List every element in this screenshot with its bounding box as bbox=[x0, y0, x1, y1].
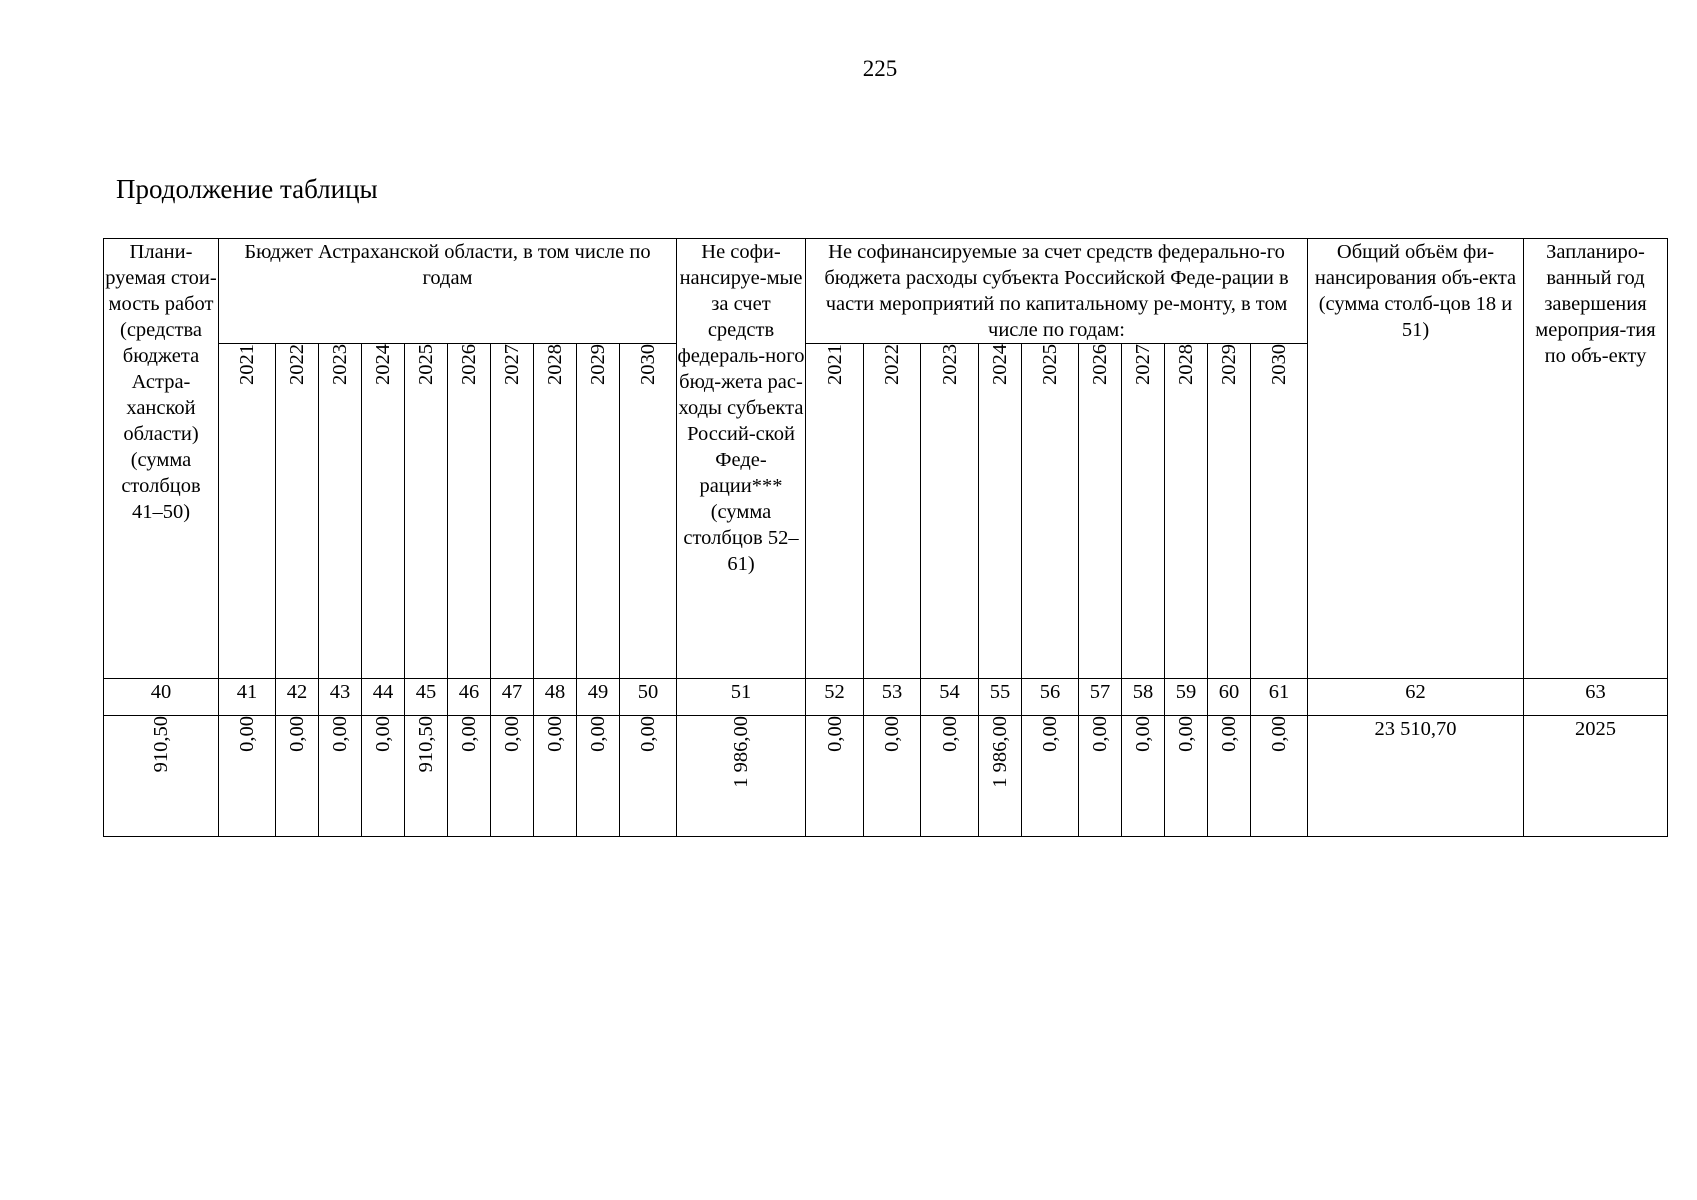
column-number: 45 bbox=[405, 679, 448, 716]
column-number: 50 bbox=[620, 679, 677, 716]
column-number: 49 bbox=[577, 679, 620, 716]
budget-value: 0,00 bbox=[534, 716, 577, 837]
non-cofinanced-total-value: 1 986,00 bbox=[677, 716, 806, 837]
column-number: 60 bbox=[1208, 679, 1251, 716]
capital-year: 2027 bbox=[1122, 344, 1165, 679]
column-number: 54 bbox=[921, 679, 979, 716]
budget-year: 2024 bbox=[362, 344, 405, 679]
column-number: 40 bbox=[104, 679, 219, 716]
column-number: 42 bbox=[276, 679, 319, 716]
budget-year: 2030 bbox=[620, 344, 677, 679]
budget-value: 0,00 bbox=[448, 716, 491, 837]
capital-year: 2022 bbox=[864, 344, 921, 679]
capital-year: 2029 bbox=[1208, 344, 1251, 679]
column-number: 56 bbox=[1022, 679, 1079, 716]
budget-value: 0,00 bbox=[276, 716, 319, 837]
budget-year: 2028 bbox=[534, 344, 577, 679]
budget-value: 0,00 bbox=[319, 716, 362, 837]
planned-cost-value: 910,50 bbox=[104, 716, 219, 837]
header-planned-year: Запланиро-ванный год завершения мероприя-тия по объ-екту bbox=[1524, 239, 1668, 679]
capital-value: 0,00 bbox=[1022, 716, 1079, 837]
column-number: 63 bbox=[1524, 679, 1668, 716]
budget-year: 2025 bbox=[405, 344, 448, 679]
column-number: 48 bbox=[534, 679, 577, 716]
capital-value: 0,00 bbox=[1208, 716, 1251, 837]
capital-value: 0,00 bbox=[1165, 716, 1208, 837]
column-number: 47 bbox=[491, 679, 534, 716]
data-row bbox=[104, 716, 1668, 837]
column-number: 53 bbox=[864, 679, 921, 716]
budget-year: 2023 bbox=[319, 344, 362, 679]
capital-year: 2023 bbox=[921, 344, 979, 679]
column-number: 61 bbox=[1251, 679, 1308, 716]
capital-value: 0,00 bbox=[1122, 716, 1165, 837]
column-number: 58 bbox=[1122, 679, 1165, 716]
capital-year: 2028 bbox=[1165, 344, 1208, 679]
budget-year: 2022 bbox=[276, 344, 319, 679]
planned-year-value: 2025 bbox=[1524, 716, 1668, 837]
budget-value: 0,00 bbox=[620, 716, 677, 837]
column-number: 59 bbox=[1165, 679, 1208, 716]
capital-value: 0,00 bbox=[806, 716, 864, 837]
total-volume-value: 23 510,70 bbox=[1308, 716, 1524, 837]
budget-year: 2021 bbox=[219, 344, 276, 679]
column-number: 55 bbox=[979, 679, 1022, 716]
header-row-top bbox=[104, 239, 1668, 344]
financing-table bbox=[103, 238, 1668, 837]
capital-value: 0,00 bbox=[864, 716, 921, 837]
column-number: 46 bbox=[448, 679, 491, 716]
capital-value: 0,00 bbox=[1251, 716, 1308, 837]
budget-value: 0,00 bbox=[577, 716, 620, 837]
budget-value: 0,00 bbox=[219, 716, 276, 837]
column-number: 44 bbox=[362, 679, 405, 716]
capital-value: 1 986,00 bbox=[979, 716, 1022, 837]
column-number: 51 bbox=[677, 679, 806, 716]
budget-value: 910,50 bbox=[405, 716, 448, 837]
column-number: 43 bbox=[319, 679, 362, 716]
column-number: 57 bbox=[1079, 679, 1122, 716]
header-total-volume: Общий объём фи-нансирования объ-екта (сумма столб-цов 18 и 51) bbox=[1308, 239, 1524, 679]
header-non-cofinanced-capital: Не софинансируемые за счет средств федерально-го бюджета расходы субъекта Российской Феде-рации в части мероприятий по капитальному ре-монту, в том числе по годам: bbox=[806, 239, 1308, 344]
column-number: 41 bbox=[219, 679, 276, 716]
column-number: 52 bbox=[806, 679, 864, 716]
budget-value: 0,00 bbox=[491, 716, 534, 837]
budget-value: 0,00 bbox=[362, 716, 405, 837]
capital-year: 2026 bbox=[1079, 344, 1122, 679]
continuation-label: Продолжение таблицы bbox=[116, 174, 378, 204]
capital-year: 2024 bbox=[979, 344, 1022, 679]
capital-year: 2025 bbox=[1022, 344, 1079, 679]
capital-value: 0,00 bbox=[921, 716, 979, 837]
budget-year: 2026 bbox=[448, 344, 491, 679]
capital-year: 2021 bbox=[806, 344, 864, 679]
budget-year: 2029 bbox=[577, 344, 620, 679]
capital-value: 0,00 bbox=[1079, 716, 1122, 837]
column-number-row bbox=[104, 679, 1668, 716]
capital-year: 2030 bbox=[1251, 344, 1308, 679]
header-planned-cost: Плани-руемая стои-мость работ (средства бюджета Астра-ханской области) (сумма столбцов 41–50) bbox=[104, 239, 219, 679]
header-regional-budget: Бюджет Астраханской области, в том числе по годам bbox=[219, 239, 677, 344]
budget-year: 2027 bbox=[491, 344, 534, 679]
column-number: 62 bbox=[1308, 679, 1524, 716]
page-number: 225 bbox=[862, 56, 898, 81]
header-non-cofinanced-federal: Не софи-нансируе-мые за счет средств федераль-ного бюд-жета рас-ходы субъекта Россий-ской Феде-рации*** (сумма столбцов 52–61) bbox=[677, 239, 806, 679]
